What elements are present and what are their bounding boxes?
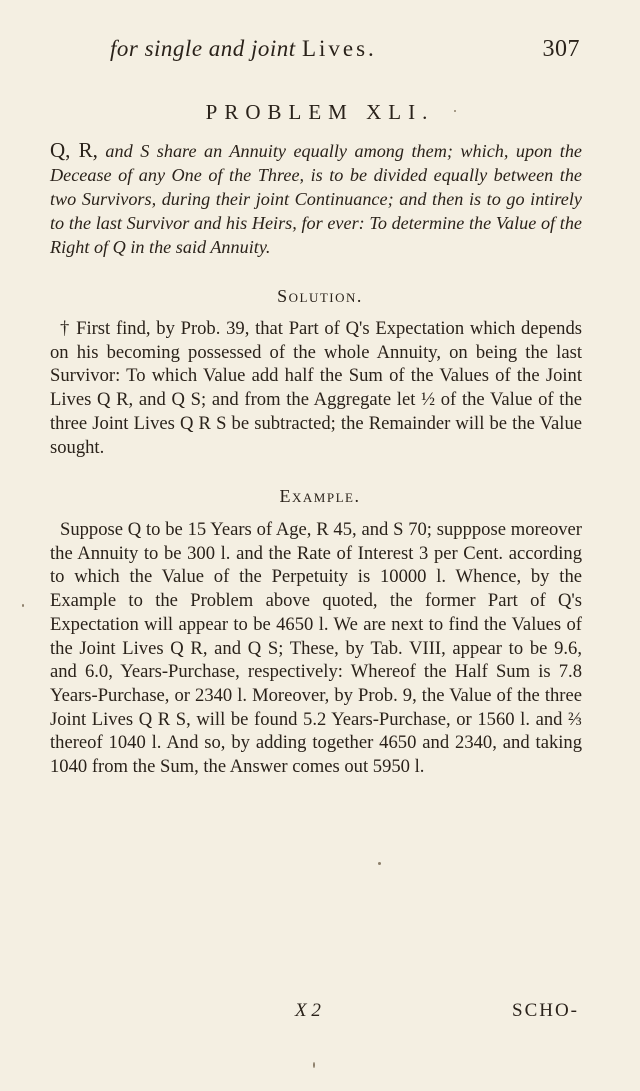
paper-speck (313, 1062, 315, 1068)
running-head (110, 36, 580, 62)
paper-speck (378, 862, 381, 865)
catchword: SCHO- (512, 1000, 580, 1021)
problem-statement-lead: Q, R, (50, 138, 98, 162)
example-text: Suppose Q to be 15 Years of Age, R 45, and S 70; supppose moreover the Annuity to be 300 l. and the Rate of Interest 3 per Cent. according to which the Value of the Perpetuity is 10000 l. Whence, by the Example to the Problem above quoted, the former Part of Q's Expectation will appear to be 4650 l. We are next to find the Values of the Joint Lives Q R, and Q S; These, by Tab. VIII, appear to be 9.6, and 6.0, Years-Purchase, respectively: Whereof the Half Sum is 7.8 Years-Purchase, or 2340 l. Moreover, by Prob. 9, the Value of the three Joint Lives Q R S, will be found 5.2 Years-Purchase, or 1560 l. and ⅔ thereof 1040 l. And so, by adding together 4650 and 2340, and taking 1040 from the Sum, the Answer comes out 5950 l. (50, 519, 582, 778)
running-head-lives: Lives. (301, 36, 377, 61)
problem-heading: PROBLEM XLI. (205, 100, 435, 124)
page-number: 307 (542, 36, 580, 62)
solution-text: † First find, by Prob. 39, that Part of Q's Expectation which depends on his becoming possessed of the whole Annuity, on being the last Survivor: To which Value add half the Sum of the Values of the Joint Lives Q R, and Q S; and from the Aggregate let ½ of the Value of the three Joint Lives Q R S be subtracted; the Remainder will be the Value sought. (50, 318, 582, 458)
solution-heading: Solution. (277, 286, 363, 306)
paper-speck (22, 604, 24, 607)
problem-statement (50, 138, 582, 259)
running-head-title: for single and joint (110, 36, 296, 61)
example-heading: Example. (279, 486, 361, 506)
signature-mark: X 2 (295, 1000, 321, 1021)
problem-statement-text: and S share an Annuity equally among them; which, upon the Decease of any One of the Three, is to be divided equally between the two Survivors, during their joint Continuance; and then is to go intirely to the last Survivor and his Heirs, for ever: To determine the Value of the Right of Q in the said Annuity. (50, 141, 582, 257)
paper-speck (454, 110, 456, 112)
